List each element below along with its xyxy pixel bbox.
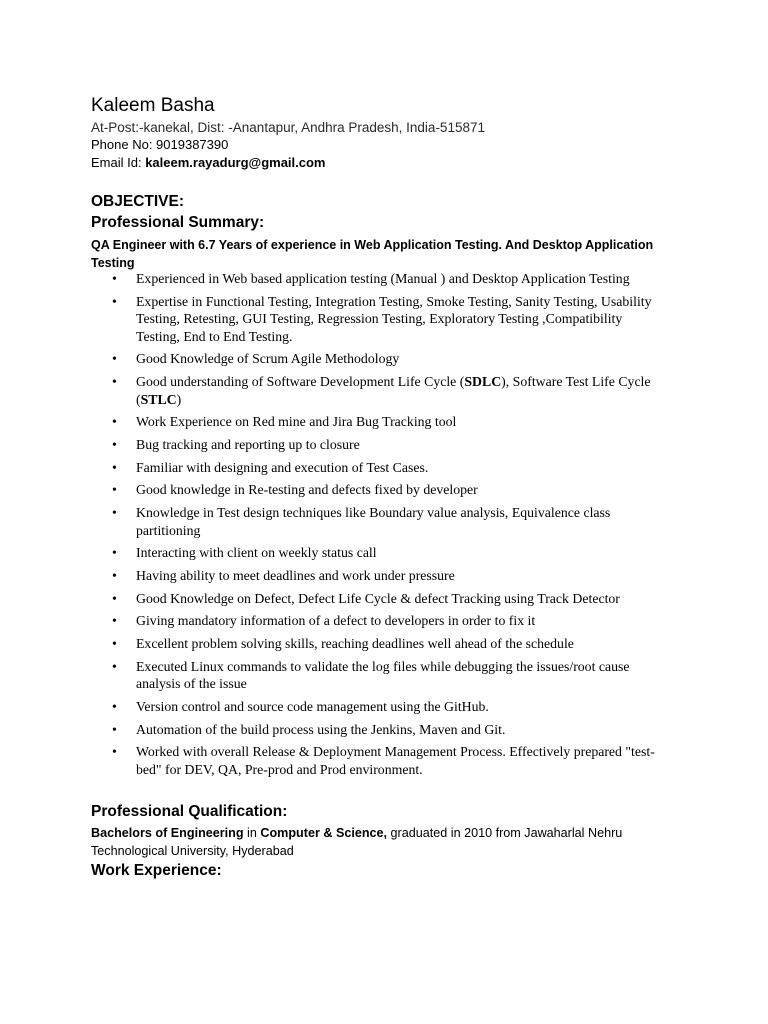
bullet-icon: • xyxy=(112,414,117,430)
bullet-icon: • xyxy=(112,698,117,714)
bullet-icon: • xyxy=(112,613,117,629)
list-item: • Good Knowledge of Scrum Agile Methodology xyxy=(112,351,400,367)
bullet-icon: • xyxy=(112,721,117,737)
summary-heading: Professional Summary: xyxy=(91,214,265,231)
address-line: At-Post:-kanekal, Dist: -Anantapur, Andhra Pradesh, India-515871 xyxy=(91,120,485,135)
bullet-icon: • xyxy=(112,590,117,606)
list-item: • Excellent problem solving skills, reaching deadlines well ahead of the schedule xyxy=(112,635,574,651)
list-item: • Version control and source code management using the GitHub. xyxy=(112,698,489,714)
qualification-text: Bachelors of Engineering in Computer & Science, graduated in 2010 from Jawaharlal Nehru Technological University, Hyderabad xyxy=(91,826,623,858)
summary-intro: QA Engineer with 6.7 Years of experience in Web Application Testing. And Desktop Application Testing xyxy=(91,238,654,270)
candidate-name: Kaleem Basha xyxy=(91,95,215,116)
list-item: • Good understanding of Software Development Life Cycle (SDLC), Software Test Life Cycle (STLC) xyxy=(112,374,651,407)
bullet-icon: • xyxy=(112,482,117,498)
degree-field: Computer & Science, xyxy=(260,826,388,840)
bullet-icon: • xyxy=(112,293,117,309)
list-item: • Knowledge in Test design techniques like Boundary value analysis, Equivalence class partitioning xyxy=(112,505,611,538)
bullet-icon: • xyxy=(112,658,117,674)
list-item: • Executed Linux commands to validate the log files while debugging the issues/root cause analysis of the issue xyxy=(112,658,630,692)
list-item: • Interacting with client on weekly status call xyxy=(112,545,377,561)
list-item: • Work Experience on Red mine and Jira Bug Tracking tool xyxy=(112,414,457,430)
degree-name: Bachelors of Engineering xyxy=(91,826,244,840)
bullet-icon: • xyxy=(112,436,117,452)
list-item: • Good knowledge in Re-testing and defects fixed by developer xyxy=(112,482,478,498)
list-item: • Automation of the build process using the Jenkins, Maven and Git. xyxy=(112,721,506,737)
objective-heading: OBJECTIVE: xyxy=(91,193,185,210)
email-address: kaleem.rayadurg@gmail.com xyxy=(145,155,326,170)
qualification-heading: Professional Qualification: xyxy=(91,803,288,820)
list-item: • Expertise in Functional Testing, Integration Testing, Smoke Testing, Sanity Testing, Usability Testing, Retesting, GUI Testing, Regression Testing, Exploratory Testing ,Compatibility Testing, End to End Testing. xyxy=(112,293,652,344)
bullet-icon: • xyxy=(112,351,117,367)
email-line xyxy=(91,155,326,170)
list-item: • Having ability to meet deadlines and work under pressure xyxy=(112,567,455,583)
list-item: • Bug tracking and reporting up to closure xyxy=(112,436,360,452)
list-item: • Familiar with designing and execution of Test Cases. xyxy=(112,459,429,475)
list-item: • Giving mandatory information of a defect to developers in order to fix it xyxy=(112,613,536,629)
bullet-icon: • xyxy=(112,271,117,286)
bullet-icon: • xyxy=(112,567,117,583)
bullet-icon: • xyxy=(112,505,117,520)
list-item: • Experienced in Web based application testing (Manual ) and Desktop Application Testing xyxy=(112,271,630,286)
list-item: • Worked with overall Release & Deployment Management Process. Effectively prepared "test-bed" for DEV, QA, Pre-prod and Prod environment. xyxy=(112,744,655,777)
stlc-term: STLC xyxy=(140,391,177,407)
bullet-icon: • xyxy=(112,545,117,561)
phone-line: Phone No: 9019387390 xyxy=(91,137,229,152)
list-item: • Good Knowledge on Defect, Defect Life Cycle & defect Tracking using Track Detector xyxy=(112,590,620,606)
email-label: Email Id: xyxy=(91,155,146,170)
bullet-icon: • xyxy=(112,635,117,651)
sdlc-term: SDLC xyxy=(464,374,502,390)
summary-bullet-list xyxy=(112,270,667,783)
bullet-icon: • xyxy=(112,459,117,475)
bullet-icon: • xyxy=(112,374,117,390)
work-experience-heading: Work Experience: xyxy=(91,862,222,879)
bullet-icon: • xyxy=(112,744,117,760)
